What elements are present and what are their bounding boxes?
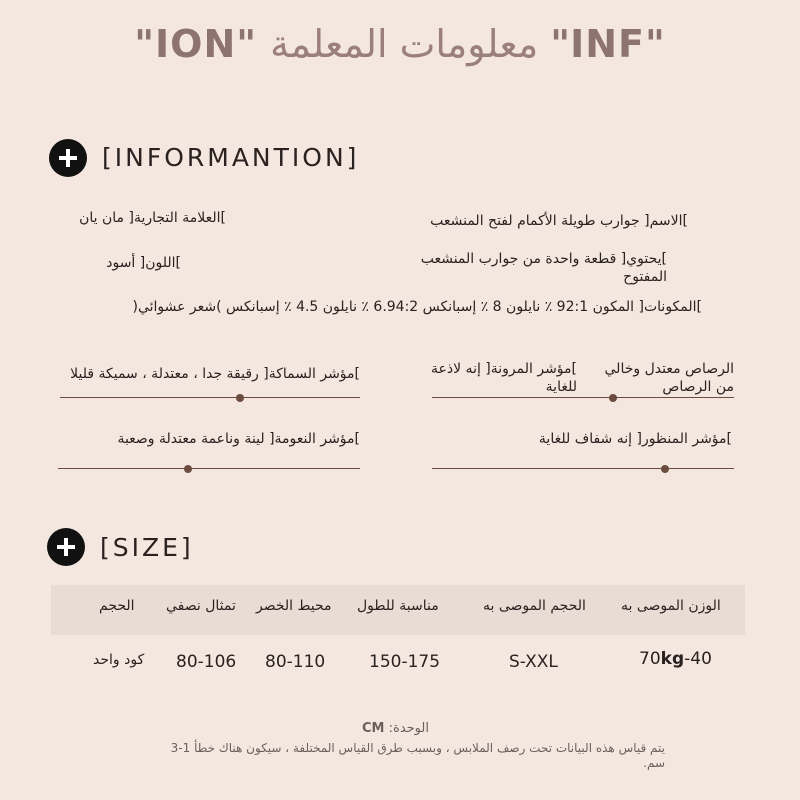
- thickness-marker: [236, 394, 244, 402]
- table-header-recommended-size: الحجم الموصى به: [483, 598, 586, 614]
- weight-unit: kg: [660, 649, 685, 669]
- name-field: ]الاسم[ جوارب طويلة الأكمام لفتح المنشعب: [430, 213, 688, 229]
- cell-bust: 80-106: [176, 652, 237, 672]
- cell-waist: 80-110: [265, 652, 326, 672]
- measurement-note: يتم قياس هذه البيانات تحت رصف الملابس ، وبسبب طرق القياس المختلفة ، سيكون هناك خطأ 1-3 سم.: [170, 741, 665, 770]
- table-header-waist: محيط الخصر: [256, 598, 332, 614]
- contents-field: ]يحتوي[ قطعة واحدة من جوارب المنشعب المفتوح: [420, 251, 667, 285]
- softness-marker: [184, 465, 192, 473]
- plus-icon: [49, 139, 87, 177]
- cell-recommended-weight: [639, 649, 712, 669]
- weight-value-b: -40: [684, 649, 712, 669]
- elasticity-scale: [432, 397, 734, 398]
- title-arabic: معلومات المعلمة: [270, 22, 539, 66]
- softness-scale: [58, 468, 360, 469]
- lead-note: الرصاص معتدل وخالي من الرصاص: [604, 361, 734, 395]
- weight-value-a: 70: [639, 649, 661, 669]
- perspective-index-label: ]مؤشر المنظور[ إنه شفاف للغاية: [538, 431, 732, 447]
- perspective-scale: [432, 468, 734, 469]
- table-header-bust: تمثال نصفي: [166, 598, 236, 614]
- unit-value: CM: [362, 721, 385, 736]
- elasticity-marker: [609, 394, 617, 402]
- unit-line: [362, 721, 432, 736]
- brand-field: ]العلامة التجارية[ مان يان: [79, 210, 226, 226]
- cell-recommended-size: S-XXL: [509, 652, 558, 672]
- info-section-title: [INFORMANTION]: [102, 143, 360, 172]
- elasticity-index-label: ]مؤشر المرونة[ إنه لاذعة للغاية: [431, 361, 577, 395]
- cell-height: 150-175: [369, 652, 441, 672]
- title-quote-left: "INF": [550, 22, 666, 66]
- perspective-marker: [661, 465, 669, 473]
- cell-size: كود واحد: [93, 652, 145, 668]
- composition-field: ]المكونات[ المكون 92:1 ٪ نايلون 8 ٪ إسبانكس 6.94:2 ٪ نايلون 4.5 ٪ إسبانكس )شعر عشوائي(: [132, 299, 702, 315]
- size-section-title: [SIZE]: [100, 533, 194, 562]
- page-title: [0, 22, 800, 66]
- table-header-height: مناسبة للطول: [357, 598, 439, 614]
- softness-index-label: ]مؤشر النعومة[ لينة وناعمة معتدلة وصعبة: [117, 431, 360, 447]
- table-header-size: الحجم: [99, 598, 135, 614]
- thickness-index-label: ]مؤشر السماكة[ رقيقة جدا ، معتدلة ، سميكة قليلا: [70, 366, 360, 382]
- thickness-scale: [60, 397, 360, 398]
- plus-icon: [47, 528, 85, 566]
- unit-label: الوحدة:: [388, 721, 429, 736]
- title-quote-right: "ION": [134, 22, 258, 66]
- color-field: ]اللون[ أسود: [106, 255, 181, 271]
- table-header-recommended-weight: الوزن الموصى به: [621, 598, 721, 614]
